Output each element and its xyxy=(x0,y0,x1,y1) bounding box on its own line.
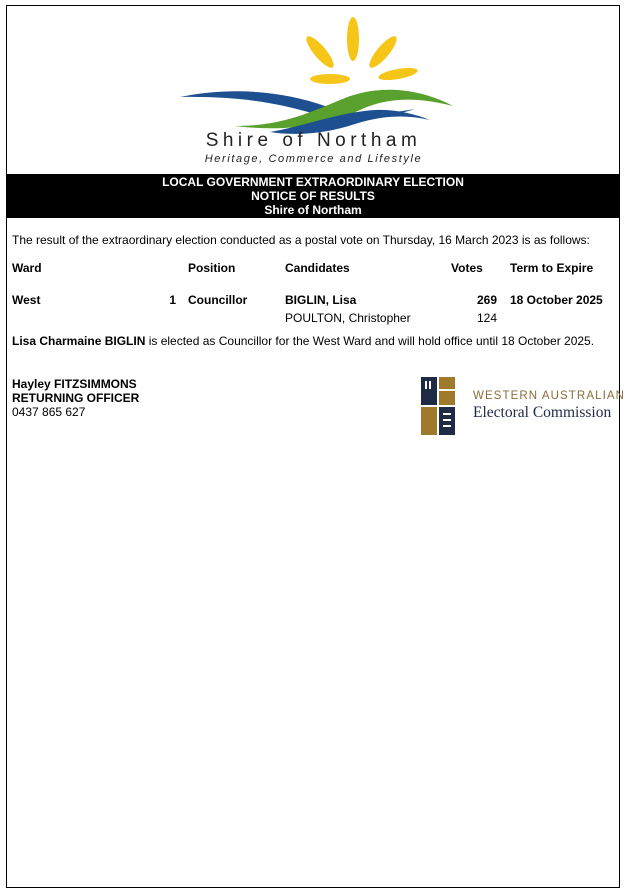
term-value: 18 October 2025 xyxy=(510,293,603,307)
banner-shire: Shire of Northam xyxy=(264,203,362,217)
candidate-votes-2: 124 xyxy=(476,311,497,325)
header-candidates: Candidates xyxy=(285,261,350,275)
elected-name: Lisa Charmaine BIGLIN xyxy=(12,334,146,348)
shire-tagline: Heritage, Commerce and Lifestyle xyxy=(204,153,423,165)
candidate-votes-1: 269 xyxy=(476,293,497,307)
header-ward: Ward xyxy=(12,261,42,275)
position-count: 1 xyxy=(169,293,176,307)
intro-text: The result of the extraordinary election conducted as a postal vote on Thursday, 16 March 2023 is as follows: xyxy=(12,233,590,247)
result-statement xyxy=(12,334,594,348)
candidate-name-1: BIGLIN, Lisa xyxy=(285,293,357,307)
notice-banner xyxy=(7,174,619,218)
commission-name-line1: WESTERN AUSTRALIAN xyxy=(473,390,626,402)
candidate-name-2: POULTON, Christopher xyxy=(285,311,411,325)
commission-name-line2: Electoral Commission xyxy=(473,404,612,421)
header-position: Position xyxy=(188,261,236,275)
banner-subtitle: NOTICE OF RESULTS xyxy=(251,189,375,203)
position-value: Councillor xyxy=(188,293,248,307)
ward-value: West xyxy=(12,293,41,307)
electoral-commission-emblem-icon xyxy=(421,377,455,435)
header-votes: Votes xyxy=(451,261,483,275)
banner-title: LOCAL GOVERNMENT EXTRAORDINARY ELECTION xyxy=(162,175,464,189)
officer-title: RETURNING OFFICER xyxy=(12,391,140,405)
header-term: Term to Expire xyxy=(510,261,594,275)
officer-name: Hayley FITZSIMMONS xyxy=(12,377,137,391)
sun-rays-icon xyxy=(303,17,419,84)
officer-phone: 0437 865 627 xyxy=(12,405,86,419)
result-text: is elected as Councillor for the West Ward and will hold office until 18 October 2025. xyxy=(145,334,595,348)
shire-name: Shire of Northam xyxy=(205,130,422,151)
